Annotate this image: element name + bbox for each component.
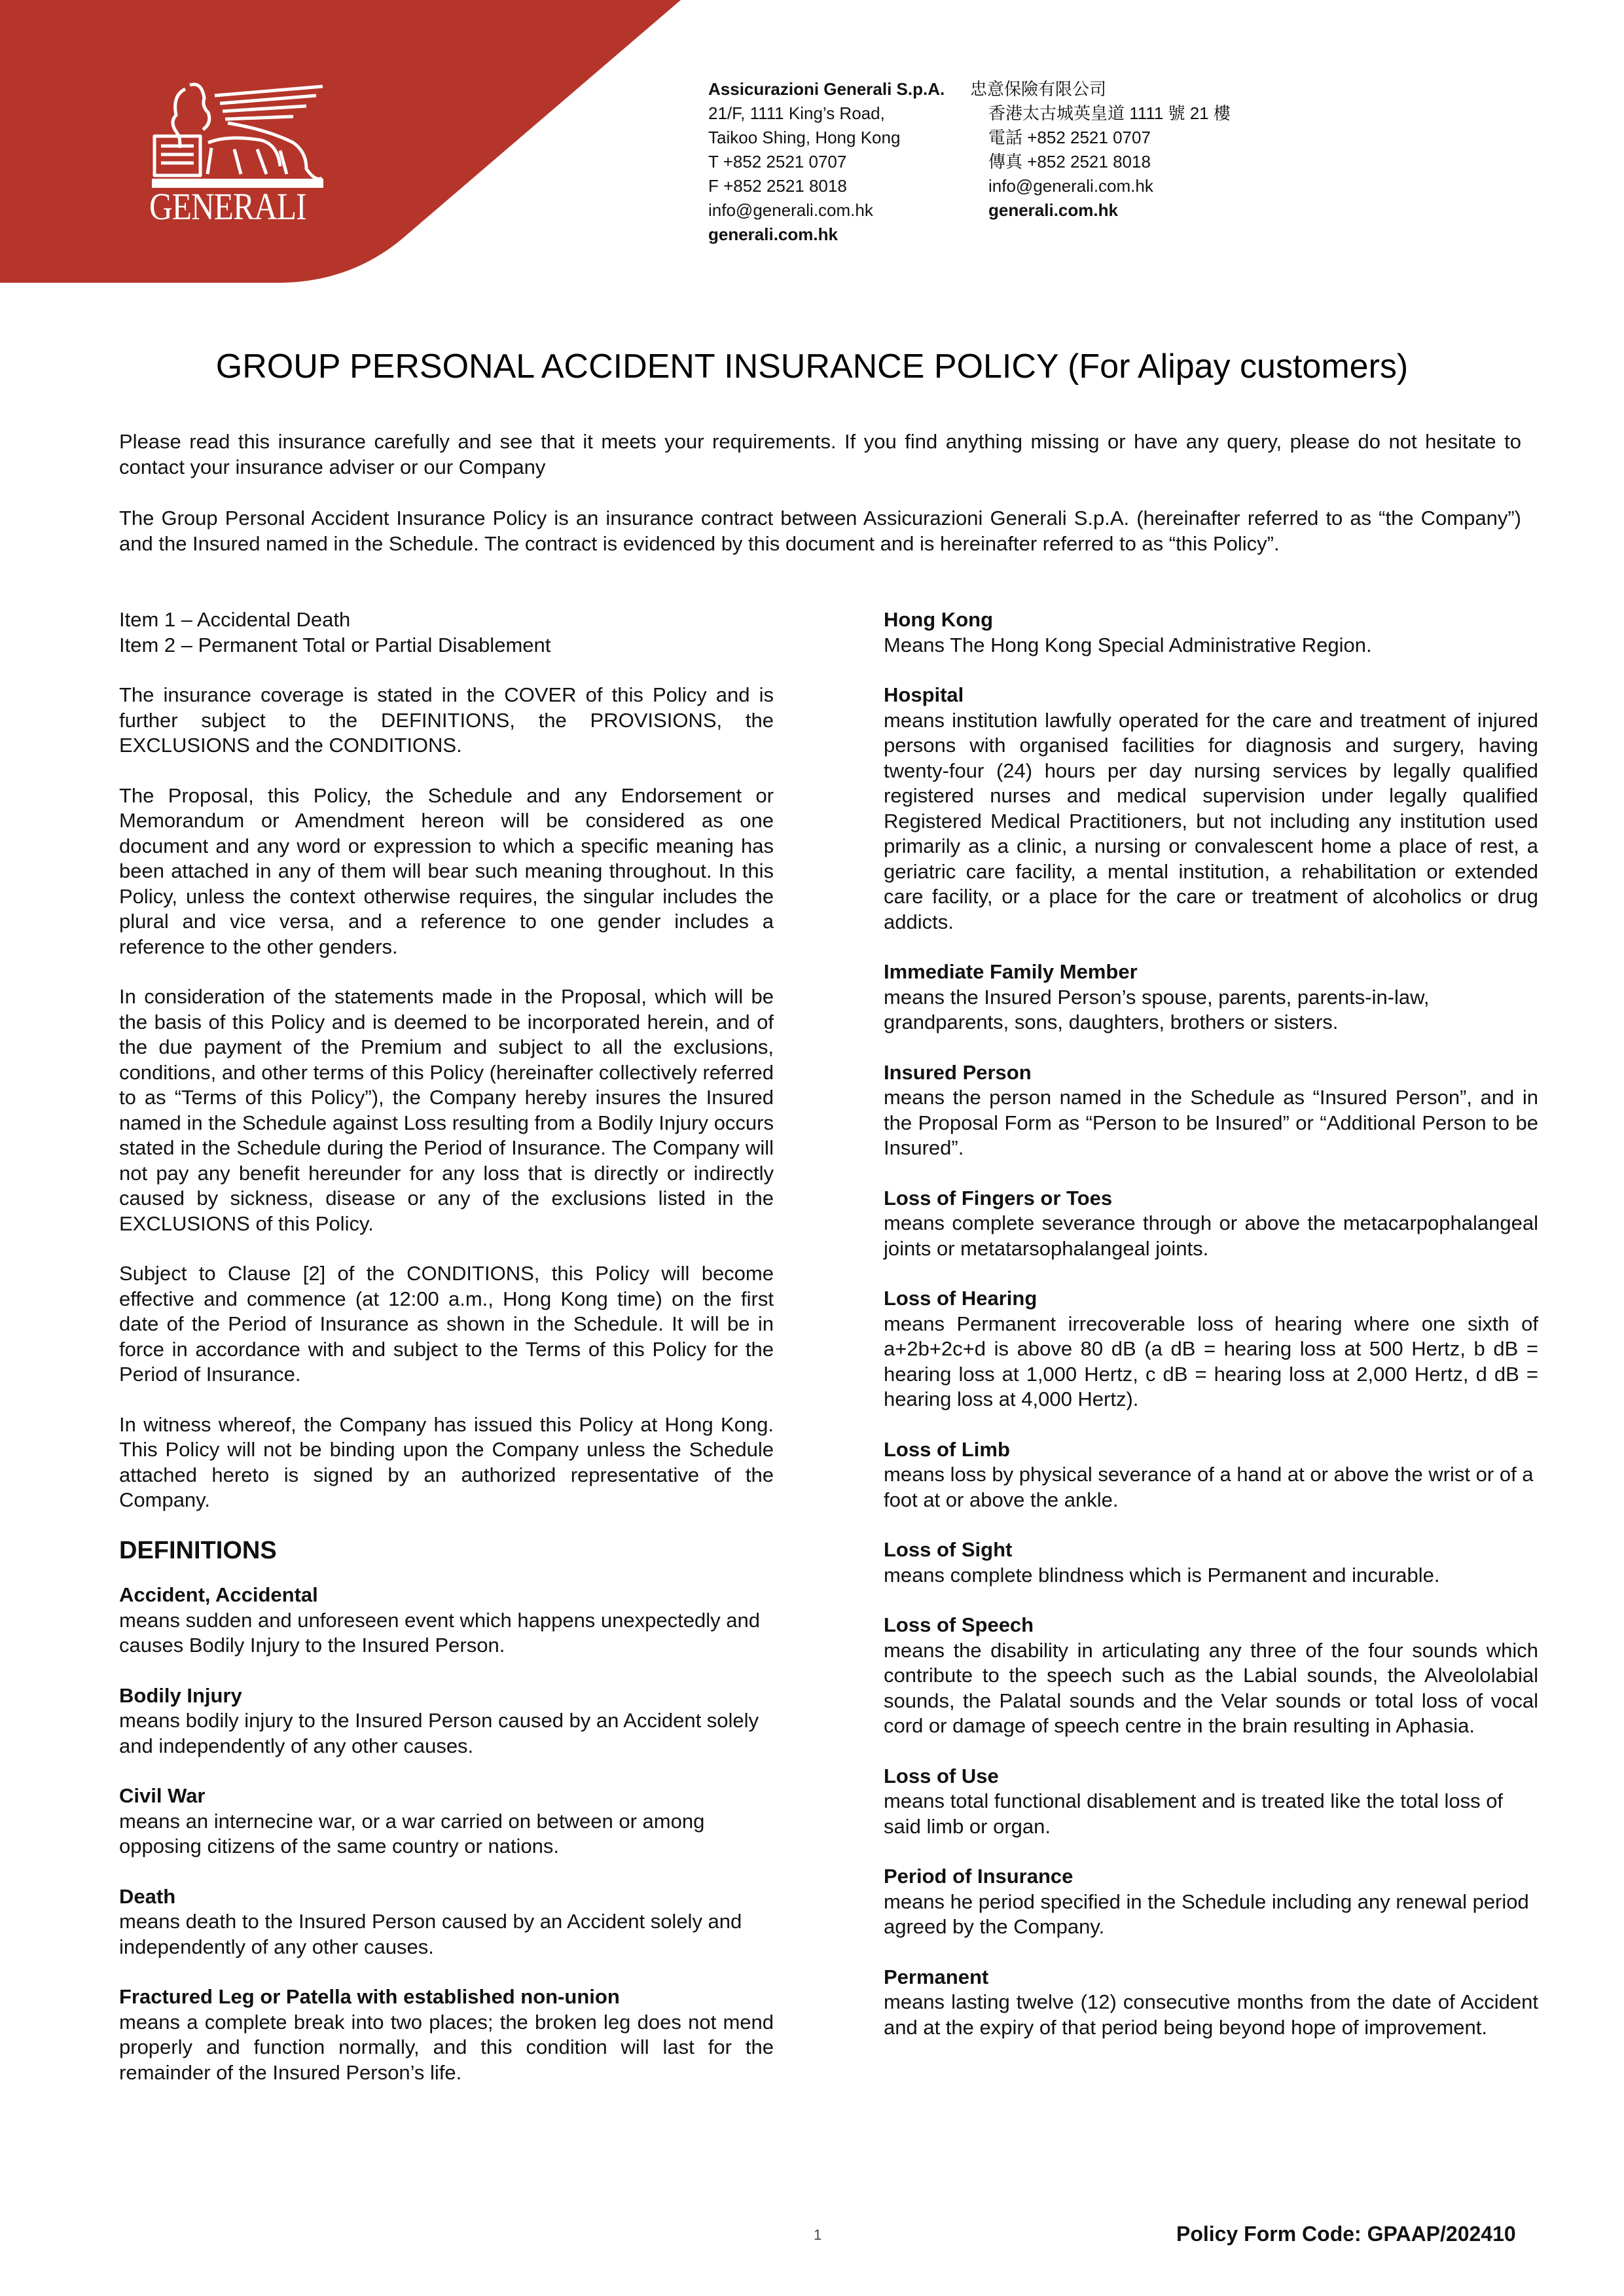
definition-item <box>884 1060 1538 1161</box>
address-line-1: 21/F, 1111 King’s Road, <box>708 103 885 123</box>
definition-item <box>119 1583 774 1659</box>
definition-term: Death <box>119 1884 176 1908</box>
definition-meaning: means the disability in articulating any three of the four sounds which contribute to the speech such as the Labial sounds, the Alveololabial sounds, the Palatal sounds and the Velar sounds or total loss of vocal cord or damage of speech centre in the brain resulting in Aphasia. <box>884 1638 1538 1737</box>
definition-item <box>884 1537 1538 1588</box>
body-paragraph: In consideration of the statements made in the Proposal, which will be the basis of this Policy and is deemed to be incorporated herein, and of the due payment of the Premium and subject to all the exclusions, conditions, and other terms of this Policy (hereinafter collectively referred to as “Terms of this Policy”), the Company hereby insures the Insured named in the Schedule against Loss resulting from a Bodily Injury occurs stated in the Schedule during the Period of Insurance. The Company will not pay any benefit hereunder for any loss that is directly or indirectly caused by sickness, disease or any of the exclusions listed in the EXCLUSIONS of this Policy. <box>119 985 774 1235</box>
definition-item <box>119 1784 774 1859</box>
definition-item <box>119 1984 774 2085</box>
definition-item <box>884 1186 1538 1262</box>
phone-number-chinese: 電話 +852 2521 0707 <box>988 128 1151 147</box>
definition-meaning: means lasting twelve (12) consecutive months from the date of Accident and at the expiry of that period being beyond hope of improvement. <box>884 1990 1538 2039</box>
definition-item <box>119 1683 774 1759</box>
definition-item <box>884 683 1538 935</box>
generali-wordmark: GENERALI <box>149 185 306 228</box>
definition-term: Loss of Limb <box>884 1437 1010 1461</box>
definition-term: Loss of Speech <box>884 1613 1034 1636</box>
definition-meaning: means Permanent irrecoverable loss of hearing where one sixth of a+2b+2c+d is above 80 dB (a dB = hearing loss at 500 Hertz, b dB = hearing loss at 1,000 Hertz, c dB = hearing loss at 2,000 Hertz, d dB = hearing loss at 4,000 Hertz). <box>884 1312 1538 1410</box>
body-paragraph: The insurance coverage is stated in the COVER of this Policy and is further subject to the DEFINITIONS, the PROVISIONS, the EXCLUSIONS and the CONDITIONS. <box>119 683 774 757</box>
email-link[interactable]: info@generali.com.hk <box>708 200 873 220</box>
definition-term: Loss of Fingers or Toes <box>884 1186 1113 1210</box>
definition-meaning: means complete blindness which is Permanent and incurable. <box>884 1563 1440 1587</box>
definition-term: Loss of Sight <box>884 1538 1013 1561</box>
website-link[interactable]: generali.com.hk <box>708 224 838 244</box>
definition-item <box>884 1864 1538 1940</box>
definition-term: Bodily Injury <box>119 1683 242 1707</box>
coverage-item: Item 2 – Permanent Total or Partial Disablement <box>119 633 551 656</box>
definition-term: Period of Insurance <box>884 1865 1074 1888</box>
address-chinese: 香港太古城英皇道 1111 號 21 樓 <box>988 103 1231 123</box>
definition-meaning: means the person named in the Schedule as “Insured Person”, and in the Proposal Form as “Person to be Insured” or “Additional Person to be Insured”. <box>884 1086 1538 1159</box>
definition-meaning: Means The Hong Kong Special Administrative Region. <box>884 633 1372 656</box>
intro-paragraph-2: The Group Personal Accident Insurance Policy is an insurance contract between Assicurazioni Generali S.p.A. (hereinafter referred to as “the Company”) and the Insured named in the Schedule. The contract is evidenced by this document and is hereinafter referred to as “this Policy”. <box>119 507 1521 555</box>
intro-paragraph-1: Please read this insurance carefully and see that it meets your requirements. If you find anything missing or have any query, please do not hesitate to contact your insurance adviser or our Company <box>119 430 1521 478</box>
definition-meaning: means an internecine war, or a war carried on between or among opposing citizens of the same country or nations. <box>119 1809 705 1857</box>
definition-meaning: means sudden and unforeseen event which happens unexpectedly and causes Bodily Injury to the Insured Person. <box>119 1608 760 1657</box>
definition-meaning: means total functional disablement and is treated like the total loss of said limb or organ. <box>884 1789 1504 1838</box>
company-name: Assicurazioni Generali S.p.A. <box>708 79 945 99</box>
generali-lion-logo-icon <box>149 77 326 188</box>
definition-meaning: means death to the Insured Person caused by an Accident solely and independently of any other causes. <box>119 1910 742 1958</box>
definition-term: Permanent <box>884 1965 989 1988</box>
definition-meaning: means he period specified in the Schedule including any renewal period agreed by the Company. <box>884 1890 1529 1938</box>
website-link-chinese[interactable]: generali.com.hk <box>988 200 1118 220</box>
definition-item <box>884 1965 1538 2041</box>
definition-item <box>119 1884 774 1960</box>
company-address-chinese <box>970 77 1231 223</box>
definition-item <box>884 1613 1538 1739</box>
definition-meaning: means a complete break into two places; the broken leg does not mend properly and function normally, and this condition will last for the remainder of the Insured Person’s life. <box>119 2010 774 2084</box>
definition-term: Loss of Use <box>884 1764 999 1787</box>
address-line-2: Taikoo Shing, Hong Kong <box>708 128 901 147</box>
definition-item <box>884 1764 1538 1840</box>
definition-term: Immediate Family Member <box>884 960 1138 983</box>
definition-item <box>884 1437 1538 1513</box>
phone-number: T +852 2521 0707 <box>708 152 847 171</box>
company-address-english <box>708 77 945 247</box>
email-link-chinese[interactable]: info@generali.com.hk <box>988 176 1153 196</box>
definitions-heading: DEFINITIONS <box>119 1536 277 1564</box>
definition-term: Insured Person <box>884 1060 1032 1084</box>
page-number: 1 <box>814 2227 822 2243</box>
definition-meaning: means complete severance through or above the metacarpophalangeal joints or metatarsophalangeal joints. <box>884 1211 1538 1260</box>
body-paragraph: Subject to Clause [2] of the CONDITIONS, this Policy will become effective and commence (at 12:00 a.m., Hong Kong time) on the first date of the Period of Insurance as shown in the Schedule. It will be in force in accordance with and subject to the Terms of this Policy for the Period of Insurance. <box>119 1262 774 1386</box>
coverage-item: Item 1 – Accidental Death <box>119 608 351 631</box>
body-paragraph: In witness whereof, the Company has issued this Policy at Hong Kong. This Policy will not be binding upon the Company unless the Schedule attached hereto is signed by an authorized representative of the Company. <box>119 1412 774 1511</box>
definition-term: Fractured Leg or Patella with established non-union <box>119 1985 620 2008</box>
definition-meaning: means bodily injury to the Insured Person caused by an Accident solely and independently of any other causes. <box>119 1709 759 1757</box>
definition-item <box>884 960 1538 1035</box>
company-name-chinese: 忠意保險有限公司 <box>970 79 1107 99</box>
definition-meaning: means institution lawfully operated for the care and treatment of injured persons with organised facilities for diagnosis and surgery, having twenty-four (24) hours per day nursing services by legally qualified registered nurses and medical supervision under legally qualified Registered Medical Practitioners, but not including any institution used primarily as a clinic, a nursing or convalescent home a place of rest, a geriatric care facility, a mental institution, a rehabilitation or extended care facility, or a place for the care or treatment of alcoholics or drug addicts. <box>884 708 1538 933</box>
definition-meaning: means the Insured Person’s spouse, parents, parents-in-law, grandparents, sons, daughters, brothers or sisters. <box>884 985 1430 1033</box>
left-column <box>119 607 774 2110</box>
definition-term: Loss of Hearing <box>884 1287 1038 1310</box>
definition-item <box>884 1286 1538 1412</box>
coverage-items <box>119 607 774 658</box>
definition-term: Hospital <box>884 683 964 706</box>
document-title: GROUP PERSONAL ACCIDENT INSURANCE POLICY (For Alipay customers) <box>215 348 1409 386</box>
header-brand-band <box>0 0 694 288</box>
definition-item <box>884 607 1538 658</box>
definition-term: Accident, Accidental <box>119 1583 318 1606</box>
fax-number-chinese: 傳真 +852 2521 8018 <box>988 152 1151 171</box>
policy-form-code: Policy Form Code: GPAAP/202410 <box>1176 2222 1516 2246</box>
fax-number: F +852 2521 8018 <box>708 176 847 196</box>
definition-term: Hong Kong <box>884 608 994 631</box>
right-column <box>884 607 1538 2065</box>
body-paragraph: The Proposal, this Policy, the Schedule and any Endorsement or Memorandum or Amendment hereon will be considered as one document and any word or expression to which a specific meaning has been attached in any of them will bear such meaning throughout. In this Policy, unless the context otherwise requires, the singular includes the plural and vice versa, and a reference to one gender includes a reference to the other genders. <box>119 783 774 958</box>
definition-term: Civil War <box>119 1784 206 1807</box>
definition-meaning: means loss by physical severance of a hand at or above the wrist or of a foot at or above the ankle. <box>884 1463 1534 1511</box>
